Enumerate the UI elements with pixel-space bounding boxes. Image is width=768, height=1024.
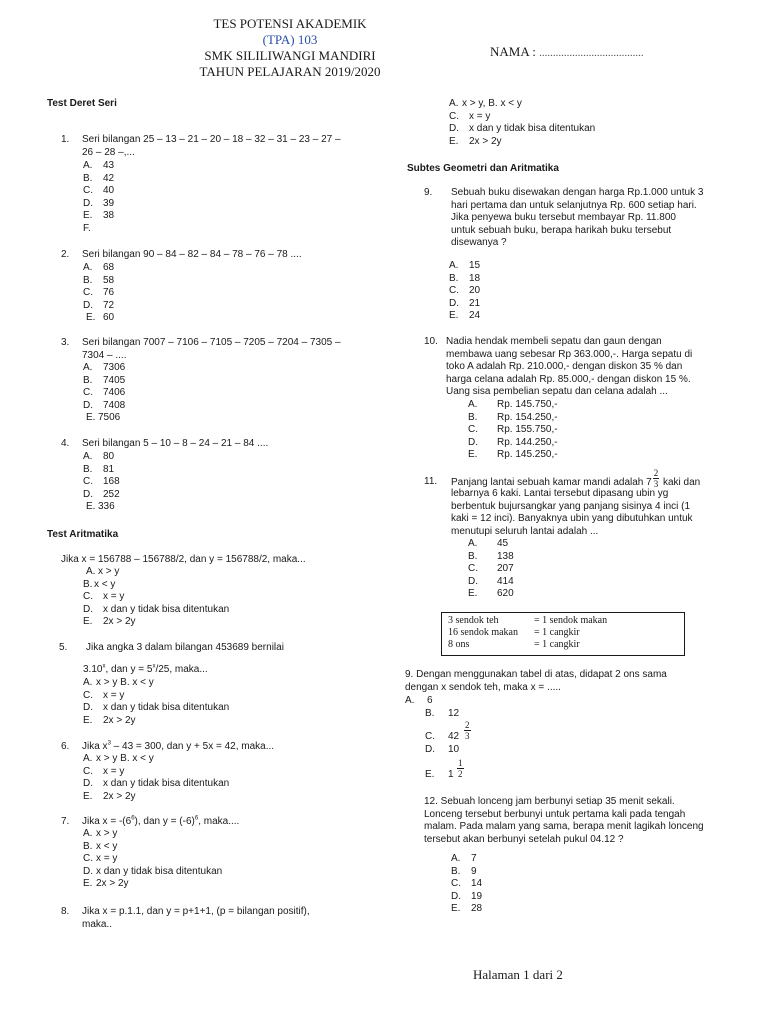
option[interactable]: D. 10 xyxy=(425,744,460,755)
option[interactable]: C. 76 xyxy=(83,287,115,299)
options-q10 xyxy=(468,399,628,462)
question-5-cont xyxy=(83,664,383,677)
question-text: disewanya ? xyxy=(451,237,507,249)
option[interactable]: B. 42 xyxy=(83,172,115,184)
option[interactable]: C. x = y xyxy=(83,765,125,777)
question-number: 6. xyxy=(61,741,70,752)
option[interactable]: A. x > y xyxy=(86,566,120,577)
question-text: Nadia hendak membeli sepatu dan gaun dengan xyxy=(446,336,662,347)
fraction: $\frac{2}{3}$ xyxy=(653,468,659,489)
question-text: Seri bilangan 5 – 10 – 8 – 24 – 21 – 84 .... xyxy=(82,438,269,449)
question-text: Jika $x = -(6^6)$, dan $y = (-6)^6$, maka.... xyxy=(82,815,240,827)
nama-dots: ...................................... xyxy=(539,47,644,59)
option[interactable]: D. x dan y tidak bisa ditentukan xyxy=(83,778,230,790)
question-text: menutupi seluruh lantai adalah ... xyxy=(451,525,599,537)
option[interactable]: D. 252 xyxy=(83,488,120,500)
option[interactable]: C. 7406 xyxy=(83,387,126,399)
nama-field[interactable] xyxy=(490,44,644,60)
question-text: 9. Dengan menggunakan tabel di atas, didapat 2 ons sama xyxy=(405,669,667,680)
question-3 xyxy=(61,337,381,363)
options-q11 xyxy=(468,538,588,601)
question-number: 1. xyxy=(61,134,70,145)
question-text: toko A adalah Rp. 210.000,- dengan diskon 35 % dan xyxy=(446,361,683,373)
question-text: 7304 – .... xyxy=(82,349,127,361)
option[interactable]: C. 14 xyxy=(451,878,483,890)
options-qa xyxy=(83,566,303,629)
option[interactable]: A. 6 xyxy=(405,695,433,706)
option[interactable]: D. 72 xyxy=(83,299,115,311)
question-text: harga celana adalah Rp. 85.000,- dengan diskon 15 %. xyxy=(446,373,691,385)
option[interactable]: D. Rp. 144.250,- xyxy=(468,436,558,448)
option[interactable]: E. 2x > 2y xyxy=(449,135,502,147)
question-2 xyxy=(61,249,381,262)
option[interactable]: D. 7408 xyxy=(83,399,126,411)
page-footer: Halaman 1 dari 2 xyxy=(473,967,563,982)
question-4 xyxy=(61,438,381,451)
question-text: Seri bilangan 25 – 13 – 21 – 20 – 18 – 32 – 31 – 23 – 27 – xyxy=(82,134,341,145)
option[interactable]: A. x > y B. x < y xyxy=(83,677,154,688)
option[interactable]: B. 18 xyxy=(449,272,481,284)
question-text: Jika x = 156788 – 156788/2, dan y = 156788/2, maka... xyxy=(61,554,306,565)
options-q9 xyxy=(449,260,569,323)
option[interactable]: B. 9 xyxy=(451,865,477,877)
question-5 xyxy=(59,642,379,655)
option[interactable]: A. x > y xyxy=(83,828,118,839)
question-9b xyxy=(405,669,725,695)
question-text: Jika x = p.1.1, dan y = p+1+1, (p = bilangan positif), xyxy=(82,906,310,917)
option[interactable]: C. x = y xyxy=(83,689,125,701)
header-title: TES POTENSI AKADEMIK xyxy=(213,16,367,31)
option[interactable]: B. 138 xyxy=(468,550,514,562)
question-text: Jika $x^3 - 43 = 300$, dan y + 5x = 42, maka... xyxy=(82,740,275,752)
question-10 xyxy=(424,336,729,400)
option[interactable]: E. 24 xyxy=(449,310,481,322)
question-text: malam. Pada malam yang sama, berapa menit lagikah lonceng xyxy=(424,821,704,833)
option[interactable]: C. Rp. 155.750,- xyxy=(468,424,558,436)
section-title-aritmatika: Test Aritmatika xyxy=(47,529,119,540)
header-code: (TPA) 103 xyxy=(262,32,318,47)
option[interactable]: B. 12 xyxy=(425,708,460,719)
header-school: SMK SILILIWANGI MANDIRI xyxy=(204,48,376,63)
option[interactable]: D. 21 xyxy=(449,297,481,309)
option[interactable]: D. x dan y tidak bisa ditentukan xyxy=(83,865,223,877)
option[interactable]: E. 620 xyxy=(468,588,514,600)
option[interactable]: C. 42 $\frac{2}{3}$ xyxy=(425,720,470,742)
option[interactable]: C. 168 xyxy=(83,476,120,488)
option[interactable]: D. 19 xyxy=(451,890,483,902)
options-q7 xyxy=(83,828,303,891)
options-q5 xyxy=(83,677,303,727)
fraction: $\frac{2}{3}$ xyxy=(465,720,470,741)
question-text: Seri bilangan 90 – 84 – 82 – 84 – 78 – 76 – 78 .... xyxy=(82,249,302,260)
section-title-deret: Test Deret Seri xyxy=(47,98,117,109)
option[interactable]: E. Rp. 145.250,- xyxy=(468,449,558,461)
question-text: kaki = 12 inci). Banyaknya ubin yang dibutuhkan untuk xyxy=(451,513,693,525)
options-q3 xyxy=(83,362,203,425)
options-q4 xyxy=(83,451,203,514)
options-q8 xyxy=(449,98,669,148)
option[interactable]: E. 60 xyxy=(86,312,115,324)
question-text: tersebut akan berbunyi setelah pukul 04.12 ? xyxy=(424,833,624,845)
option[interactable]: F. xyxy=(83,222,91,234)
question-11 xyxy=(424,468,729,538)
option[interactable]: E. 2x > 2y xyxy=(83,878,129,890)
question-text: Seri bilangan 7007 – 7106 – 7105 – 7205 – 7204 – 7305 – xyxy=(82,337,341,348)
question-number: 10. xyxy=(424,336,438,347)
option[interactable]: C. x = y xyxy=(83,591,125,603)
option[interactable]: A. 15 xyxy=(449,260,481,271)
conversion-table xyxy=(441,612,685,656)
option[interactable]: E. 2x > 2y xyxy=(83,714,136,726)
option[interactable]: D. x dan y tidak bisa ditentukan xyxy=(83,603,230,615)
option[interactable]: B. Rp. 154.250,- xyxy=(468,411,558,423)
question-number: 7. xyxy=(61,816,70,827)
option[interactable]: C. x = y xyxy=(449,110,491,122)
question-number: 3. xyxy=(61,337,70,348)
option[interactable]: E. 1 $\frac{1}{2}$ xyxy=(425,758,463,780)
table-row: 8 ons = 1 cangkir xyxy=(448,639,580,650)
option[interactable]: E. 38 xyxy=(83,210,115,222)
option[interactable]: A. 43 xyxy=(83,160,115,171)
option[interactable]: E. 2x > 2y xyxy=(83,616,136,628)
option[interactable]: A. Rp. 145.750,- xyxy=(468,399,558,410)
table-row: 16 sendok makan = 1 cangkir xyxy=(448,627,580,638)
option[interactable]: B. 58 xyxy=(83,274,115,286)
options-q12 xyxy=(451,853,571,916)
option[interactable]: D. x dan y tidak bisa ditentukan xyxy=(83,702,230,714)
options-q1 xyxy=(83,160,203,236)
question-number: 11. xyxy=(424,476,438,487)
question-8 xyxy=(61,906,381,932)
question-text: Jika angka 3 dalam bilangan 453689 bernilai xyxy=(86,642,284,653)
question-text: 3.10$^x$, dan $y = 5^x/25$, maka... xyxy=(83,663,208,675)
option[interactable]: C. x = y xyxy=(83,853,118,865)
question-text: berbentuk bujursangkar yang panjang sisinya 4 inci (1 xyxy=(451,500,691,512)
question-text: Lonceng tersebut berbunyi untuk pertama kali pada tengah xyxy=(424,808,686,820)
question-text: hari pertama dan untuk selanjutnya Rp. 600 setiap hari. xyxy=(451,199,697,211)
option[interactable]: A. 45 xyxy=(468,538,509,549)
question-12 xyxy=(424,796,729,848)
section-title-geometri: Subtes Geometri dan Aritmatika xyxy=(407,163,559,174)
question-number: 5. xyxy=(59,642,68,653)
question-1 xyxy=(61,134,381,160)
question-text: 26 – 28 –,... xyxy=(82,146,135,158)
nama-label: NAMA : xyxy=(490,44,536,59)
option[interactable]: D. 39 xyxy=(83,197,115,209)
fraction: $\frac{1}{2}$ xyxy=(458,758,463,779)
option[interactable]: A. 7306 xyxy=(83,362,126,373)
option[interactable]: A. x > y, B. x < y xyxy=(449,98,522,109)
options-q6 xyxy=(83,753,303,803)
option[interactable]: B. 7405 xyxy=(83,374,126,386)
option[interactable]: E. 28 xyxy=(451,903,483,915)
option[interactable]: E. 2x > 2y xyxy=(83,790,136,802)
option[interactable]: A. x > y B. x < y xyxy=(83,753,154,764)
option[interactable]: E. 336 xyxy=(86,501,115,513)
option[interactable]: A. 68 xyxy=(83,262,115,273)
question-text: dengan x sendok teh, maka x = ..... xyxy=(405,681,561,693)
option[interactable]: C. 20 xyxy=(449,285,481,297)
table-row: 3 sendok teh = 1 sendok makan xyxy=(448,615,608,626)
question-text: membawa uang sebesar Rp 363.000,-. Harga sepatu di xyxy=(446,348,693,360)
question-number: 8. xyxy=(61,906,70,917)
question-number: 4. xyxy=(61,438,70,449)
question-text: Sebuah buku disewakan dengan harga Rp.1.000 untuk 3 xyxy=(451,187,704,198)
option[interactable]: D. x dan y tidak bisa ditentukan xyxy=(449,123,596,135)
question-text: Jika penyewa buku tersebut membayar Rp. 11.800 xyxy=(451,212,676,224)
question-text: Panjang lantai sebuah kamar mandi adalah 7 $\frac{2}{3}$ kaki dan xyxy=(451,468,701,489)
header-year: TAHUN PELAJARAN 2019/2020 xyxy=(199,64,381,79)
option[interactable]: B. 81 xyxy=(83,463,115,475)
options-q2 xyxy=(83,262,203,325)
option[interactable]: B. x < y xyxy=(83,840,118,852)
option[interactable]: A. 80 xyxy=(83,451,115,462)
option[interactable]: D. 414 xyxy=(468,575,514,587)
question-text: 12. Sebuah lonceng jam berbunyi setiap 35 menit sekali. xyxy=(424,796,675,807)
question-number: 2. xyxy=(61,249,70,260)
option[interactable]: C. 40 xyxy=(83,185,115,197)
option[interactable]: E. 7506 xyxy=(86,412,121,424)
option[interactable]: C. 207 xyxy=(468,563,514,575)
question-9 xyxy=(424,187,729,251)
question-text: lebarnya 6 kaki. Lantai tersebut dipasang ubin yg xyxy=(451,488,669,499)
question-number: 9. xyxy=(424,187,433,198)
question-text: Uang sisa pembelian sepatu dan celana adalah ... xyxy=(446,386,668,398)
question-text: untuk sebuah buku, berapa harikah buku tersebut xyxy=(451,224,672,236)
option[interactable]: B. x < y xyxy=(83,578,116,590)
option[interactable]: A. 7 xyxy=(451,853,477,864)
question-text: maka.. xyxy=(82,918,113,930)
document-header xyxy=(150,16,430,80)
